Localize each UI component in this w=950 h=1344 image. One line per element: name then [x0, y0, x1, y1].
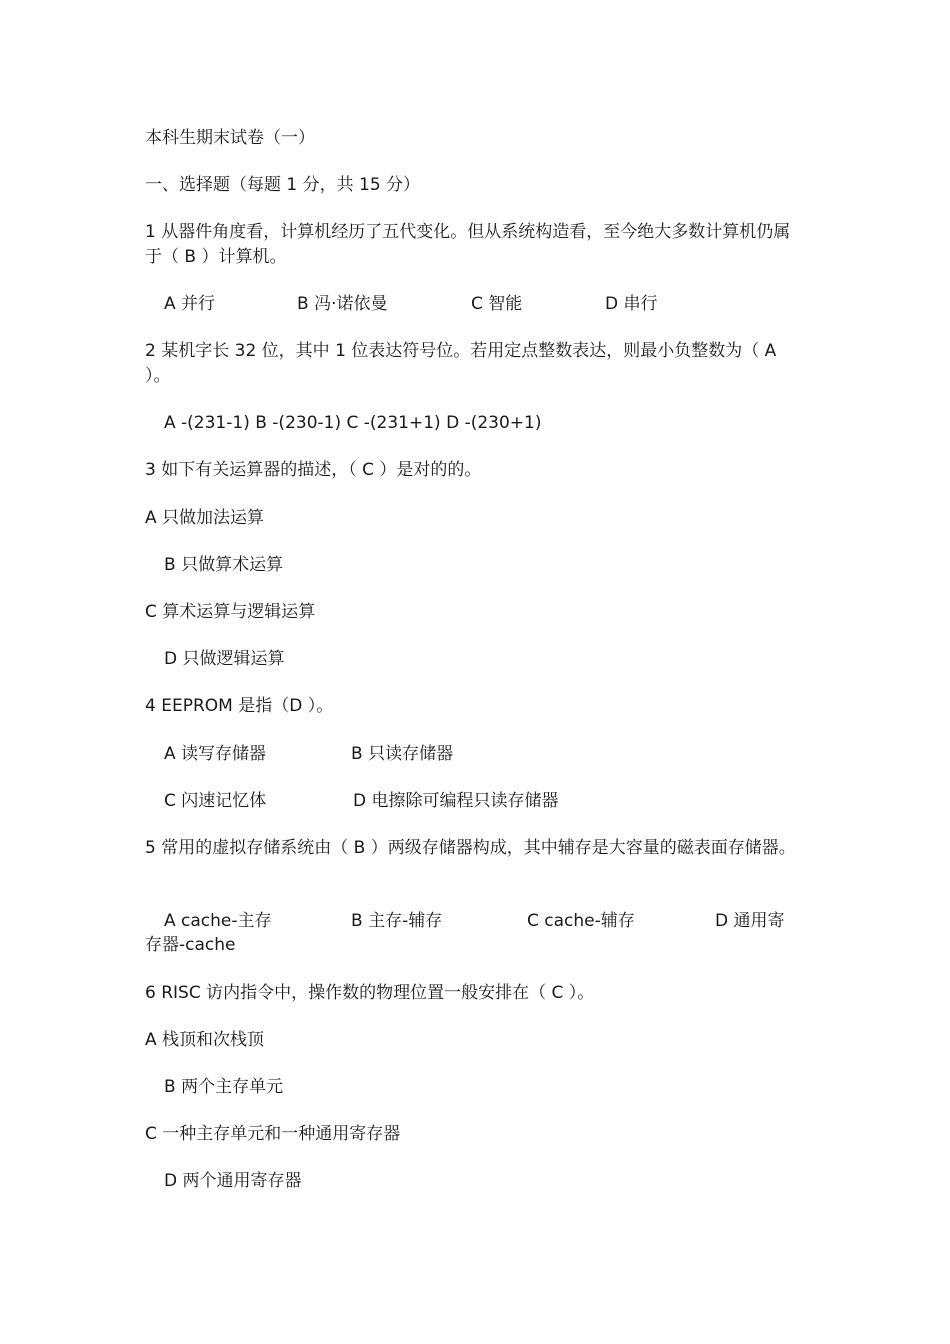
question-3-option-d: D 只做逻辑运算 [164, 649, 285, 669]
question-6-option-b: B 两个主存单元 [164, 1077, 284, 1097]
question-2-text: 2 某机字长 32 位，其中 1 位表达符号位。若用定点整数表达，则最小负整数为（ A ）。 [145, 341, 777, 386]
question-1-option-d: D 串行 [605, 294, 658, 314]
question-5-option-a: A cache-主存 [164, 911, 272, 931]
question-3-option-b: B 只做算术运算 [164, 555, 284, 575]
question-4-option-c: C 闪速记忆体 [164, 791, 267, 811]
question-5-option-b: B 主存-辅存 [351, 911, 443, 931]
question-5-option-c: C cache-辅存 [527, 911, 635, 931]
question-6-text: 6 RISC 访内指令中，操作数的物理位置一般安排在（ C ）。 [145, 983, 595, 1003]
question-4-option-b: B 只读存储器 [351, 744, 454, 764]
question-3-option-a: A 只做加法运算 [145, 508, 265, 528]
question-1-option-b: B 冯·诺依曼 [297, 294, 388, 314]
section-heading: 一、选择题（每题 1 分，共 15 分） [145, 175, 421, 195]
question-3-option-c: C 算术运算与逻辑运算 [145, 602, 316, 622]
question-4-option-d: D 电擦除可编程只读存储器 [353, 791, 559, 811]
question-4-text: 4 EEPROM 是指（D ）。 [145, 696, 334, 716]
question-1-option-a: A 并行 [164, 294, 216, 314]
question-3-text: 3 如下有关运算器的描述，（ C ）是对的的。 [145, 460, 482, 480]
question-1-text: 1 从器件角度看，计算机经历了五代变化。但从系统构造看，至今绝大多数计算机仍属于（ B ）计算机。 [145, 222, 791, 267]
question-6-option-a: A 栈顶和次栈顶 [145, 1030, 265, 1050]
question-6-option-c: C 一种主存单元和一种通用寄存器 [145, 1124, 401, 1144]
exam-title: 本科生期末试卷（一） [145, 128, 315, 148]
question-2-options: A -(231-1) B -(230-1) C -(231+1) D -(230+1) [164, 413, 542, 433]
question-6-option-d: D 两个通用寄存器 [164, 1171, 302, 1191]
question-4-option-a: A 读写存储器 [164, 744, 267, 764]
question-1-option-c: C 智能 [471, 294, 523, 314]
question-5-option-d: D 通用寄 [715, 911, 785, 931]
question-5-text: 5 常用的虚拟存储系统由（ B ）两级存储器构成，其中辅存是大容量的磁表面存储器。 [145, 838, 796, 858]
question-5-option-d-continued: 存器-cache [145, 935, 236, 955]
